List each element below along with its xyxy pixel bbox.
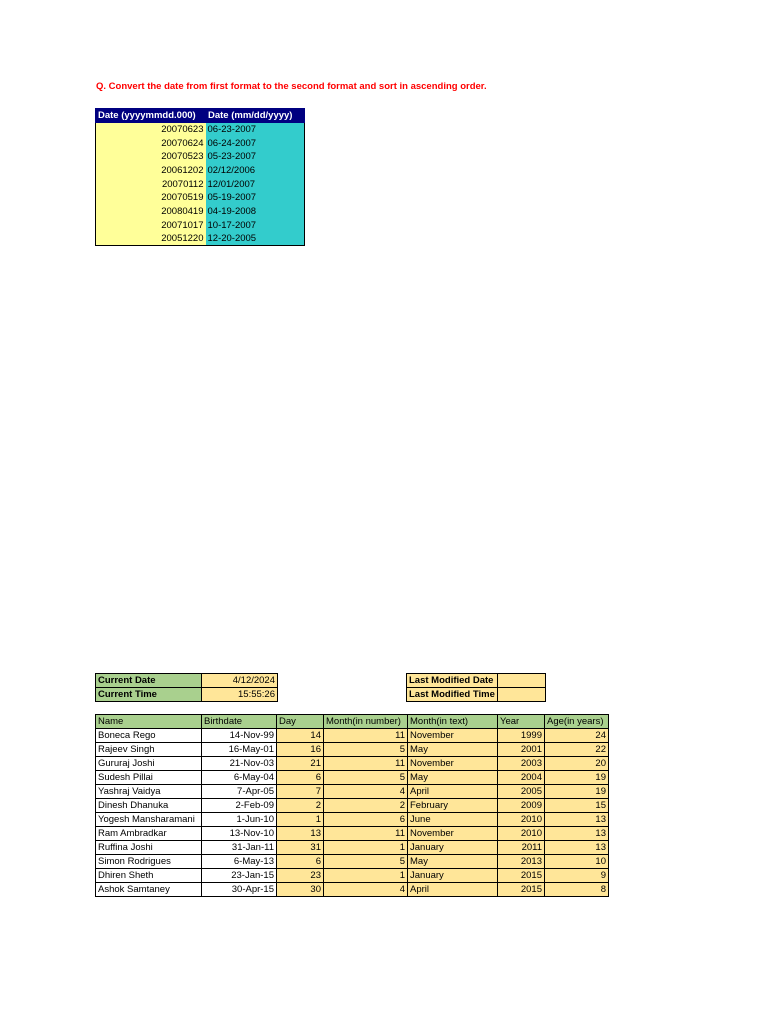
cell-day[interactable]: 1 <box>277 813 324 827</box>
table-row <box>96 883 609 897</box>
cell-date-mmddyyyy[interactable]: 06-23-2007 <box>206 123 305 137</box>
current-date-label[interactable]: Current Date <box>96 674 202 688</box>
cell-date-mmddyyyy[interactable]: 10-17-2007 <box>206 218 305 232</box>
cell-name[interactable]: Dinesh Dhanuka <box>96 799 202 813</box>
cell-name[interactable]: Ram Ambradkar <box>96 827 202 841</box>
cell-day[interactable]: 6 <box>277 771 324 785</box>
cell-age[interactable]: 19 <box>545 771 609 785</box>
cell-month-number[interactable]: 5 <box>324 771 408 785</box>
table-row <box>96 743 609 757</box>
last-modified-date-value[interactable] <box>497 674 545 688</box>
cell-year[interactable]: 2011 <box>498 841 545 855</box>
cell-age[interactable]: 15 <box>545 799 609 813</box>
table-row <box>96 771 609 785</box>
cell-name[interactable]: Ruffina Joshi <box>96 841 202 855</box>
cell-month-text[interactable]: January <box>408 869 498 883</box>
cell-birthdate[interactable]: 7-Apr-05 <box>202 785 277 799</box>
last-modified-date-label[interactable]: Last Modified Date <box>407 674 498 688</box>
last-modified-time-value[interactable] <box>497 688 545 702</box>
cell-birthdate[interactable]: 16-May-01 <box>202 743 277 757</box>
cell-date-mmddyyyy[interactable]: 05-19-2007 <box>206 191 305 205</box>
cell-year[interactable]: 2015 <box>498 883 545 897</box>
cell-month-number[interactable]: 4 <box>324 883 408 897</box>
cell-year[interactable]: 2001 <box>498 743 545 757</box>
table-row <box>96 869 609 883</box>
cell-age[interactable]: 13 <box>545 827 609 841</box>
cell-month-text[interactable]: June <box>408 813 498 827</box>
cell-birthdate[interactable]: 14-Nov-99 <box>202 729 277 743</box>
cell-month-number[interactable]: 5 <box>324 855 408 869</box>
cell-date-mmddyyyy[interactable]: 12/01/2007 <box>206 177 305 191</box>
table-row <box>96 855 609 869</box>
cell-age[interactable]: 19 <box>545 785 609 799</box>
last-modified-time-label[interactable]: Last Modified Time <box>407 688 498 702</box>
cell-age[interactable]: 24 <box>545 729 609 743</box>
table-row <box>96 136 305 150</box>
header-month-number[interactable]: Month(in number) <box>324 715 408 729</box>
cell-name[interactable]: Yashraj Vaidya <box>96 785 202 799</box>
cell-month-text[interactable]: April <box>408 785 498 799</box>
cell-year[interactable]: 2003 <box>498 757 545 771</box>
table-row <box>96 799 609 813</box>
header-date-mmddyyyy[interactable]: Date (mm/dd/yyyy) <box>206 109 305 123</box>
cell-year[interactable]: 2010 <box>498 827 545 841</box>
cell-day[interactable]: 2 <box>277 799 324 813</box>
cell-age[interactable]: 20 <box>545 757 609 771</box>
cell-name[interactable]: Sudesh Pillai <box>96 771 202 785</box>
cell-age[interactable]: 13 <box>545 841 609 855</box>
table-row <box>96 729 609 743</box>
cell-month-text[interactable]: April <box>408 883 498 897</box>
cell-year[interactable]: 2009 <box>498 799 545 813</box>
cell-birthdate[interactable]: 23-Jan-15 <box>202 869 277 883</box>
cell-name[interactable]: Dhiren Sheth <box>96 869 202 883</box>
header-name[interactable]: Name <box>96 715 202 729</box>
birthdate-table <box>95 714 609 897</box>
cell-month-text[interactable]: November <box>408 729 498 743</box>
cell-year[interactable]: 2013 <box>498 855 545 869</box>
cell-age[interactable]: 22 <box>545 743 609 757</box>
table-row <box>96 785 609 799</box>
cell-month-text[interactable]: May <box>408 771 498 785</box>
table-row <box>96 164 305 178</box>
table-row <box>96 177 305 191</box>
cell-date-yyyymmdd[interactable]: 20061202 <box>96 164 206 178</box>
cell-month-text[interactable]: February <box>408 799 498 813</box>
cell-birthdate[interactable]: 31-Jan-11 <box>202 841 277 855</box>
cell-date-yyyymmdd[interactable]: 20051220 <box>96 232 206 246</box>
cell-date-yyyymmdd[interactable]: 20070523 <box>96 150 206 164</box>
cell-age[interactable]: 13 <box>545 813 609 827</box>
cell-birthdate[interactable]: 21-Nov-03 <box>202 757 277 771</box>
table-row <box>96 150 305 164</box>
cell-birthdate[interactable]: 6-May-13 <box>202 855 277 869</box>
cell-name[interactable]: Boneca Rego <box>96 729 202 743</box>
cell-birthdate[interactable]: 1-Jun-10 <box>202 813 277 827</box>
header-age[interactable]: Age(in years) <box>545 715 609 729</box>
table-header-row <box>96 715 609 729</box>
cell-date-mmddyyyy[interactable]: 02/12/2006 <box>206 164 305 178</box>
cell-date-yyyymmdd[interactable]: 20071017 <box>96 218 206 232</box>
cell-date-mmddyyyy[interactable]: 12-20-2005 <box>206 232 305 246</box>
cell-year[interactable]: 2015 <box>498 869 545 883</box>
date-conversion-table <box>95 108 305 246</box>
table-row <box>96 841 609 855</box>
header-year[interactable]: Year <box>498 715 545 729</box>
cell-year[interactable]: 2004 <box>498 771 545 785</box>
cell-date-yyyymmdd[interactable]: 20070519 <box>96 191 206 205</box>
current-datetime-table <box>95 673 278 702</box>
cell-name[interactable]: Gururaj Joshi <box>96 757 202 771</box>
table-row <box>96 827 609 841</box>
cell-birthdate[interactable]: 6-May-04 <box>202 771 277 785</box>
cell-month-number[interactable]: 2 <box>324 799 408 813</box>
cell-day[interactable]: 23 <box>277 869 324 883</box>
cell-date-yyyymmdd[interactable]: 20080419 <box>96 205 206 219</box>
cell-date-yyyymmdd[interactable]: 20070624 <box>96 136 206 150</box>
cell-year[interactable]: 2010 <box>498 813 545 827</box>
current-time-label[interactable]: Current Time <box>96 688 202 702</box>
cell-month-number[interactable]: 6 <box>324 813 408 827</box>
cell-day[interactable]: 21 <box>277 757 324 771</box>
header-day[interactable]: Day <box>277 715 324 729</box>
cell-month-number[interactable]: 5 <box>324 743 408 757</box>
cell-birthdate[interactable]: 2-Feb-09 <box>202 799 277 813</box>
table-row <box>96 232 305 246</box>
cell-month-number[interactable]: 1 <box>324 841 408 855</box>
cell-name[interactable]: Yogesh Mansharamani <box>96 813 202 827</box>
cell-date-mmddyyyy[interactable]: 06-24-2007 <box>206 136 305 150</box>
cell-age[interactable]: 8 <box>545 883 609 897</box>
cell-name[interactable]: Ashok Samtaney <box>96 883 202 897</box>
table-row <box>96 191 305 205</box>
cell-day[interactable]: 6 <box>277 855 324 869</box>
cell-day[interactable]: 13 <box>277 827 324 841</box>
cell-month-number[interactable]: 4 <box>324 785 408 799</box>
cell-month-number[interactable]: 11 <box>324 757 408 771</box>
table-header-row <box>96 109 305 123</box>
cell-name[interactable]: Rajeev Singh <box>96 743 202 757</box>
cell-day[interactable]: 30 <box>277 883 324 897</box>
cell-year[interactable]: 2005 <box>498 785 545 799</box>
cell-age[interactable]: 10 <box>545 855 609 869</box>
table-row <box>96 205 305 219</box>
table-row <box>96 757 609 771</box>
table-row <box>96 123 305 137</box>
question-text: Q. Convert the date from first format to the second format and sort in ascending order. <box>96 81 487 92</box>
current-date-value[interactable]: 4/12/2024 <box>202 674 278 688</box>
cell-date-mmddyyyy[interactable]: 05-23-2007 <box>206 150 305 164</box>
table-row <box>96 813 609 827</box>
cell-age[interactable]: 9 <box>545 869 609 883</box>
cell-date-yyyymmdd[interactable]: 20070112 <box>96 177 206 191</box>
cell-month-text[interactable]: November <box>408 757 498 771</box>
cell-month-text[interactable]: May <box>408 743 498 757</box>
cell-day[interactable]: 16 <box>277 743 324 757</box>
cell-day[interactable]: 7 <box>277 785 324 799</box>
cell-month-number[interactable]: 11 <box>324 729 408 743</box>
current-time-value[interactable]: 15:55:26 <box>202 688 278 702</box>
cell-name[interactable]: Simon Rodrigues <box>96 855 202 869</box>
cell-month-text[interactable]: November <box>408 827 498 841</box>
cell-birthdate[interactable]: 13-Nov-10 <box>202 827 277 841</box>
table-row <box>96 218 305 232</box>
header-date-yyyymmdd[interactable]: Date (yyyymmdd.000) <box>96 109 206 123</box>
cell-day[interactable]: 14 <box>277 729 324 743</box>
cell-day[interactable]: 31 <box>277 841 324 855</box>
header-birthdate[interactable]: Birthdate <box>202 715 277 729</box>
last-modified-table <box>406 673 546 702</box>
cell-month-number[interactable]: 1 <box>324 869 408 883</box>
cell-month-text[interactable]: May <box>408 855 498 869</box>
cell-date-mmddyyyy[interactable]: 04-19-2008 <box>206 205 305 219</box>
cell-date-yyyymmdd[interactable]: 20070623 <box>96 123 206 137</box>
cell-month-number[interactable]: 11 <box>324 827 408 841</box>
cell-birthdate[interactable]: 30-Apr-15 <box>202 883 277 897</box>
cell-year[interactable]: 1999 <box>498 729 545 743</box>
cell-month-text[interactable]: January <box>408 841 498 855</box>
header-month-text[interactable]: Month(in text) <box>408 715 498 729</box>
